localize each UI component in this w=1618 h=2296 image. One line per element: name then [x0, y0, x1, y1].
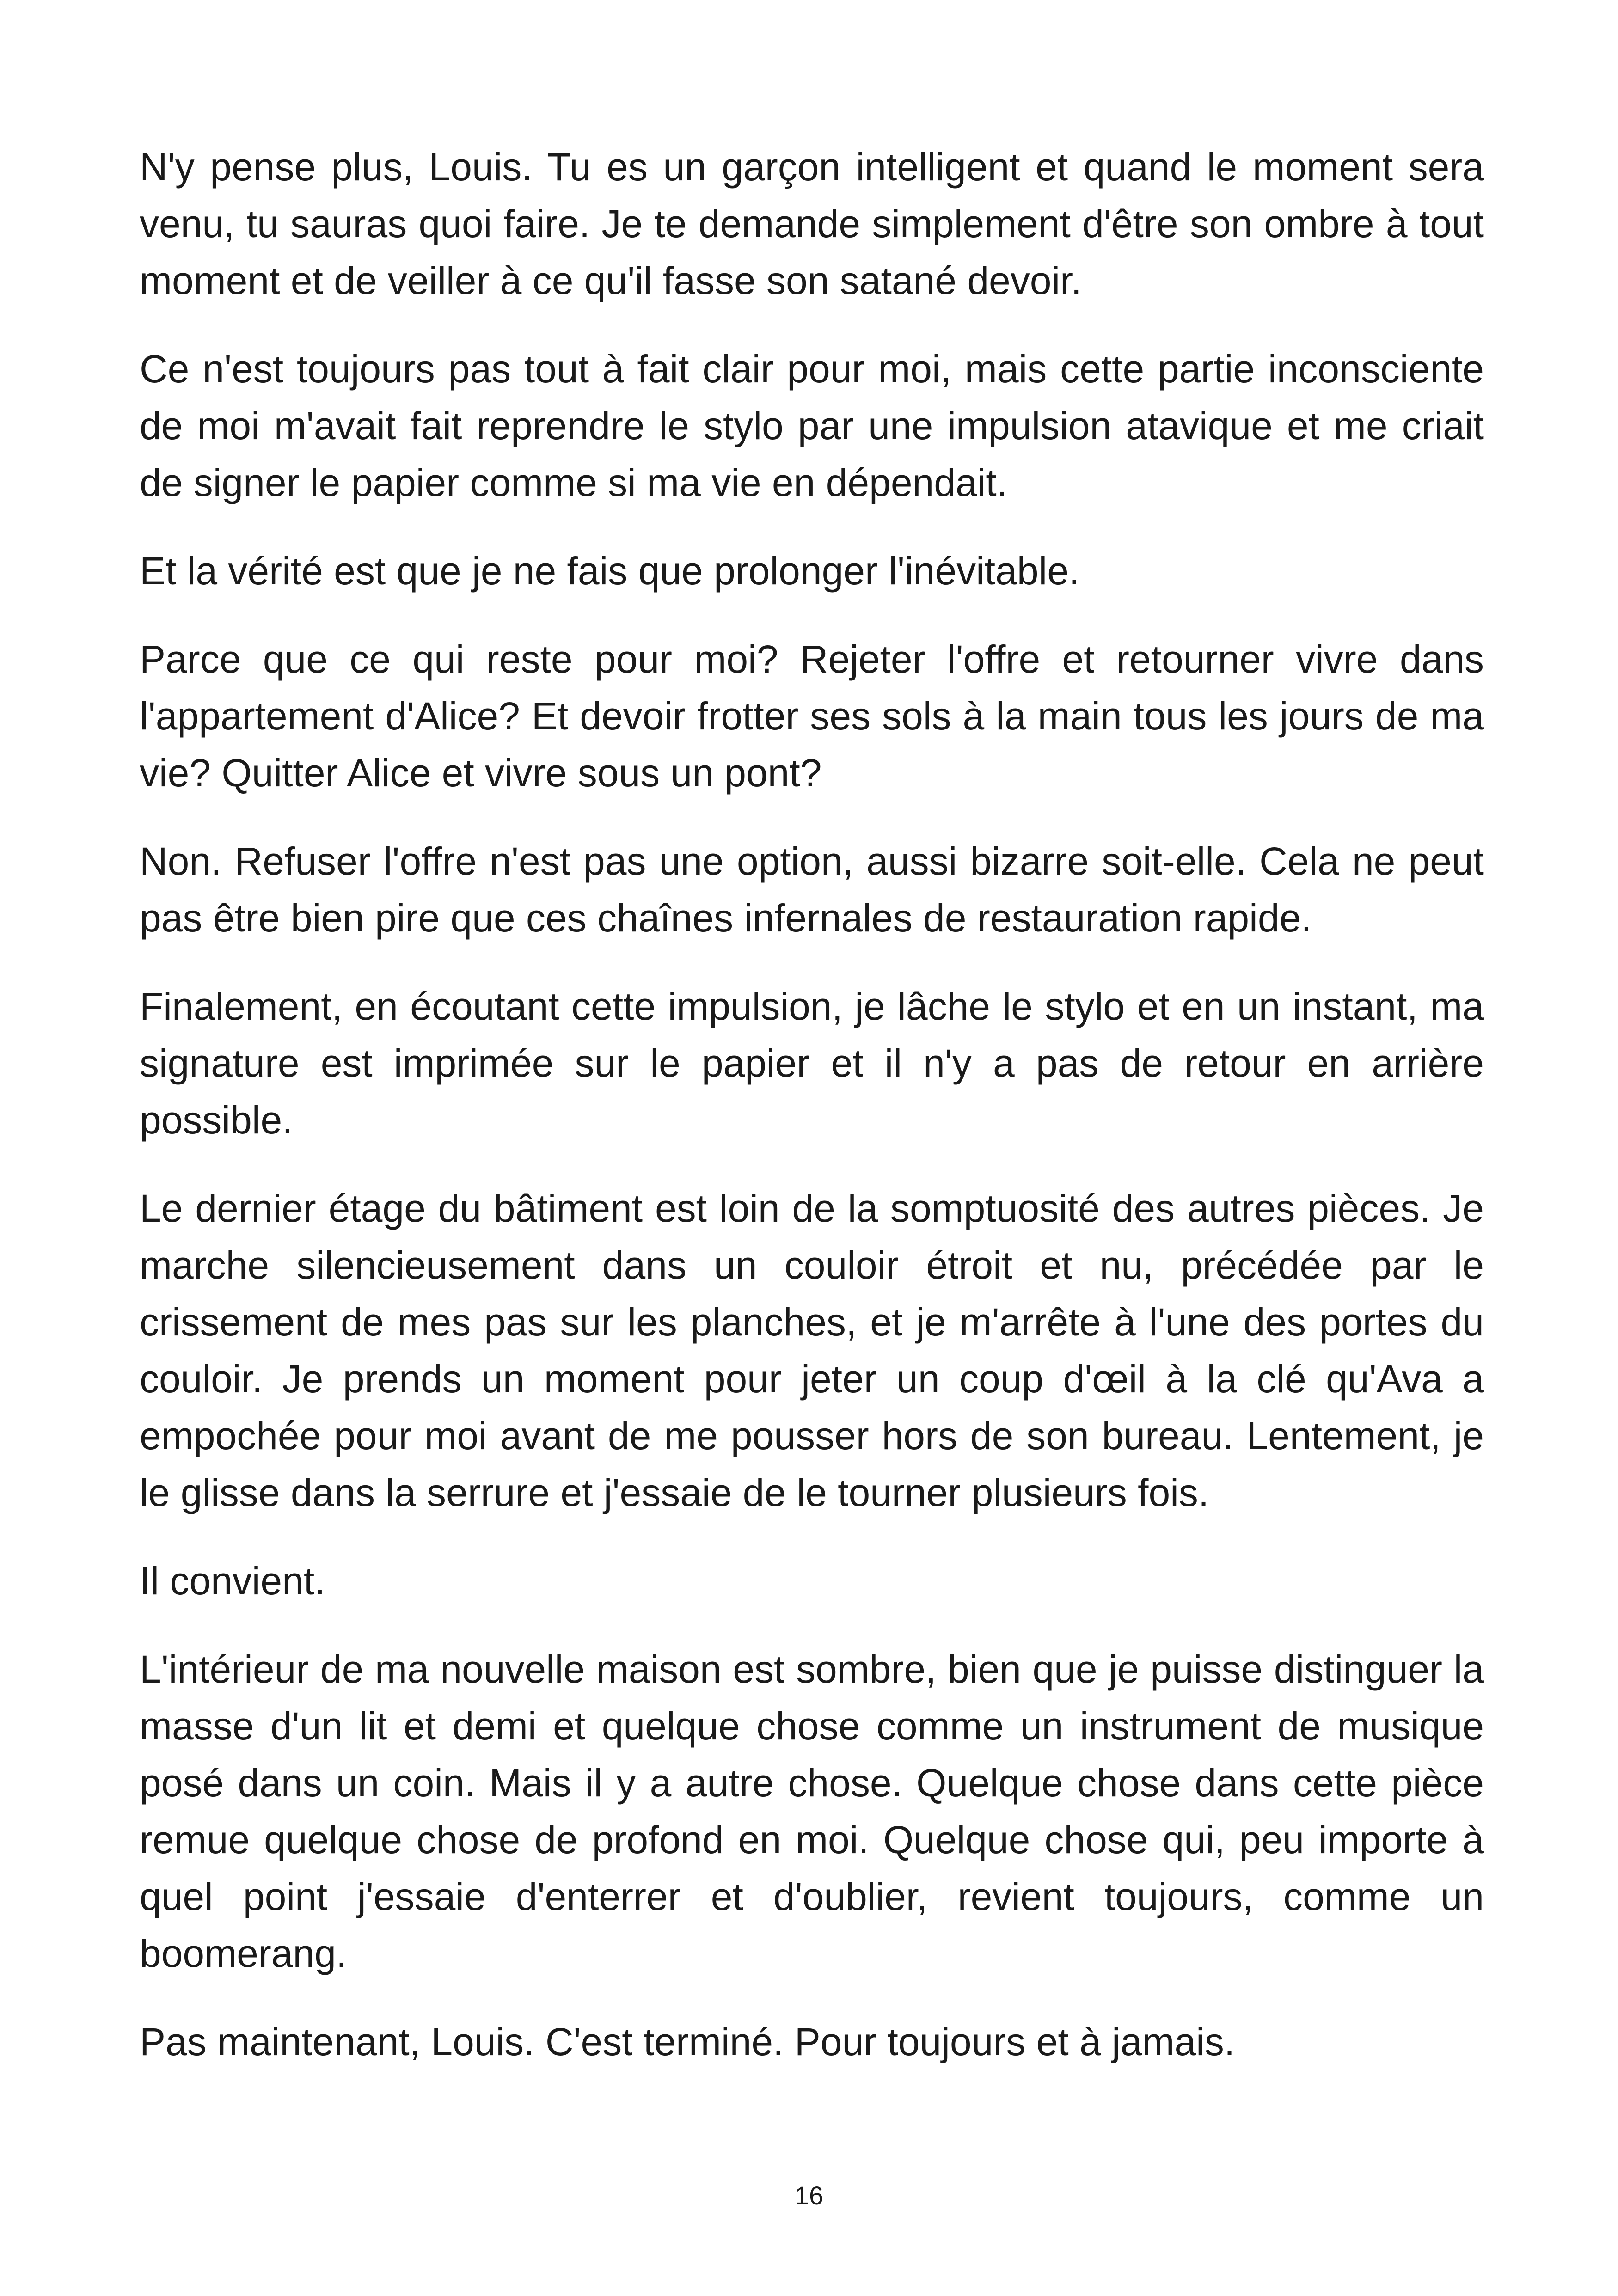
paragraph-6: Finalement, en écoutant cette impulsion, je lâche le stylo et en un instant, ma signature est imprimée sur le papier et il n'y a pas de retour en arrière possible. — [140, 985, 1484, 1142]
paragraph-1: N'y pense plus, Louis. Tu es un garçon intelligent et quand le moment sera venu, tu sauras quoi faire. Je te demande simplement d'être son ombre à tout moment et de veiller à ce qu'il fasse son satané devoir. — [140, 145, 1484, 302]
paragraph-4: Parce que ce qui reste pour moi? Rejeter l'offre et retourner vivre dans l'appartement d'Alice? Et devoir frotter ses sols à la main tous les jours de ma vie? Quitter Alice et vivre sous un pont? — [140, 637, 1484, 795]
paragraph-3: Et la vérité est que je ne fais que prolonger l'inévitable. — [140, 549, 1080, 593]
paragraph-5: Non. Refuser l'offre n'est pas une option, aussi bizarre soit-elle. Cela ne peut pas être bien pire que ces chaînes infernales de restauration rapide. — [140, 839, 1484, 940]
paragraph-10: Pas maintenant, Louis. C'est terminé. Pour toujours et à jamais. — [140, 2020, 1235, 2063]
paragraph-9: L'intérieur de ma nouvelle maison est sombre, bien que je puisse distinguer la masse d'un lit et demi et quelque chose comme un instrument de musique posé dans un coin. Mais il y a autre chose. Quelque chose dans cette pièce remue quelque chose de profond en moi. Quelque chose qui, peu importe à quel point j'essaie d'enterrer et d'oublier, revient toujours, comme un boomerang. — [140, 1647, 1484, 1975]
paragraph-2: Ce n'est toujours pas tout à fait clair pour moi, mais cette partie inconsciente de moi m'avait fait reprendre le stylo par une impulsion atavique et me criait de signer le papier comme si ma vie en dépendait. — [140, 347, 1484, 504]
paragraph-7: Le dernier étage du bâtiment est loin de la somptuosité des autres pièces. Je marche silencieusement dans un couloir étroit et nu, précédée par le crissement de mes pas sur les planches, et je m'arrête à l'une des portes du couloir. Je prends un moment pour jeter un coup d'œil à la clé qu'Ava a empochée pour moi avant de me pousser hors de son bureau. Lentement, je le glisse dans la serrure et j'essaie de le tourner plusieurs fois. — [140, 1187, 1484, 1514]
page-number: 16 — [794, 2181, 824, 2210]
paragraph-8: Il convient. — [140, 1559, 325, 1603]
body-text — [140, 139, 1484, 2102]
